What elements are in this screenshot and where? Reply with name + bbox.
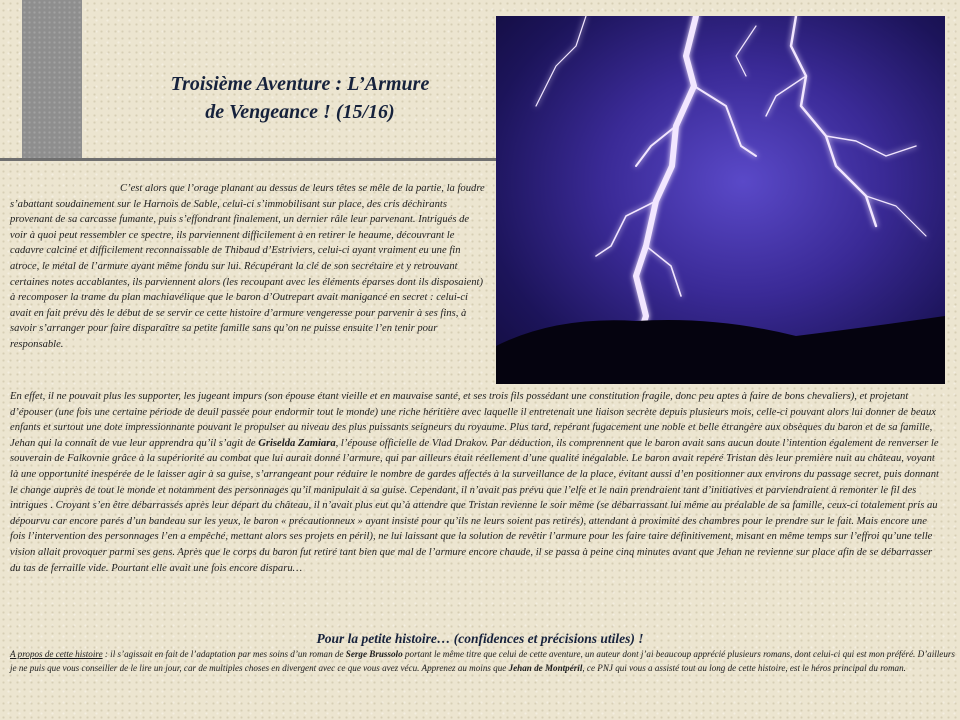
note-hero: Jehan de Montpéril (508, 662, 583, 673)
note-author: Serge Brussolo (345, 649, 403, 659)
story-paragraph-lower (10, 389, 940, 576)
divider-line (0, 158, 500, 161)
paragraph-lower-part2: , l’épouse officielle de Vlad Drakov. Par déduction, ils comprennent que le baron avait sans aucun doute l’intention également de renverser le souverain de Falkovnie grâce à la supériorité au combat que lui aurait donné l’armure, qui par ailleurs était réellement d’une qualité inégalable. Le baron avait repéré Tristan dès leur première nuit au château, voyant là une opportunité inespérée de le laisser agir à sa guise, s’arrangeant pour réduire le nombre de gardes affectés à la surveillance de la place, évitant aussi d’en positionner aux environs du passage secret, puis donnant le change auprès de tout le monde et notamment des personnages qu’il manipulait à sa guise. Cependant, il n’avait pas prévu que l’elfe et le nain prendraient tant d’initiatives et parviendraient à remonter le fil des intrigues . Croyant s’en être débarrassés après leur départ du château, il n’avait plus eut qu’à attendre que Tristan revienne le soir même (se débarrassant lui même au préalable de sa famille, ceux-ci totalement pris au dépourvu car encore parés d’un bandeau sur les yeux, le baron « précautionneux » ayant insisté pour qu’ils ne leurs soient pas retirés), attendant à proximité des chambres pour le prendre sur le fait. Mais encore une fois l’intervention des personnages l’en a empêché, mettant alors ses projets en péril), ne lui laissant que la solution de revêtir l’armure pour les faire taire définitivement, misant en même temps sur l’effroi qu’une telle vision allait provoquer parmi ses gens. Après que le corps du baron fut retiré tant bien que mal de l’armure encore chaude, il se passa à peine cinq minutes avant que Jehan ne revienne sur place afin de se débarrasser du tas de ferraille vide. Pourtant elle avait une fois encore disparu… (10, 437, 939, 574)
title-line-2: de Vengeance ! (15/16) (205, 101, 395, 123)
lightning-icon (496, 16, 945, 384)
note-part2: portant le même titre que celui de cette aventure, un auteur dont j’ai beaucoup apprécié plusieurs romans, dont celui-ci qui est mon préféré. D’ailleurs je ne puis que vous conseiller de le lire un jour, car de multiples choses en divergent avec ce que vous avez vécu. Apprenez au moins que (10, 649, 955, 673)
petite-histoire-heading: Pour la petite histoire… (confidences et précisions utiles) ! (316, 631, 644, 646)
story-paragraph-upper: C’est alors que l’orage planant au dessus de leurs têtes se mêle de la partie, la foudre s’abattant soudainement sur le Harnois de Sable, celui-ci s’immobilisant sur place, des cris déchirants provenant de sa carcasse fumante, puis s’effondrant finalement, un dernier râle leur parvenant. Intrigués de voir à quoi peut ressembler ce spectre, ils parviennent difficilement à en retirer le heaume, découvrant le cadavre calciné et difficilement reconnaissable de Thibaud d’Estriviers, celui-ci ayant vraiment eu une fin atroce, le métal de l’armure ayant même fondu sur lui. Récupérant la clé de son secrétaire et y retrouvant certaines notes accablantes, ils parviennent alors (les recoupant avec les éléments éparses dont ils disposaient) à recomposer la trame du plan machiavélique que le baron d’Outrepart avait manigancé en secret : celui-ci avait en fait prévu dès le début de se servir ce cette histoire d’armure vengeresse pour parvenir à ses fins, à savoir s’arranger pour faire disparaître sa petite famille sans qu’on ne puisse ensuite l’en tenir pour responsable. (10, 183, 485, 350)
author-note (10, 648, 955, 675)
title-line-1: Troisième Aventure : L’Armure (170, 73, 430, 95)
note-label: A propos de cette histoire (10, 649, 103, 659)
page-title (120, 70, 480, 126)
lightning-photo (496, 16, 945, 384)
paragraph-lower-part1: En effet, il ne pouvait plus les supporter, les jugeant impurs (son épouse étant vieille et en mauvaise santé, et ses trois fils possédant une constitution fragile, donc peu aptes à faire de bons chevaliers), et projetant d’épouser (une fois une certaine période de deuil passée pour endormir tout le monde) une riche héritière avec laquelle il entretenait une liaison secrète depuis plusieurs mois, celle-ci pouvant alors lui donner de beaux enfants et surtout une dote impressionnante pouvant le propulser au niveau des plus puissants seigneurs du royaume. Plus tard, repérant fugacement une noble et belle étrangère aux obsèques du baron et de sa famille, Jehan qui la connaît de vue leur apprendra qu’il s’agit de (10, 391, 936, 449)
character-name: Griselda Zamiara (258, 437, 336, 449)
note-part3: , ce PNJ qui vous a assisté tout au long de cette histoire, est le héros principal du roman. (582, 662, 906, 673)
decorative-bar (22, 0, 82, 160)
note-part1: : il s’agissait en fait de l’adaptation par mes soins d’un roman de (102, 649, 346, 659)
